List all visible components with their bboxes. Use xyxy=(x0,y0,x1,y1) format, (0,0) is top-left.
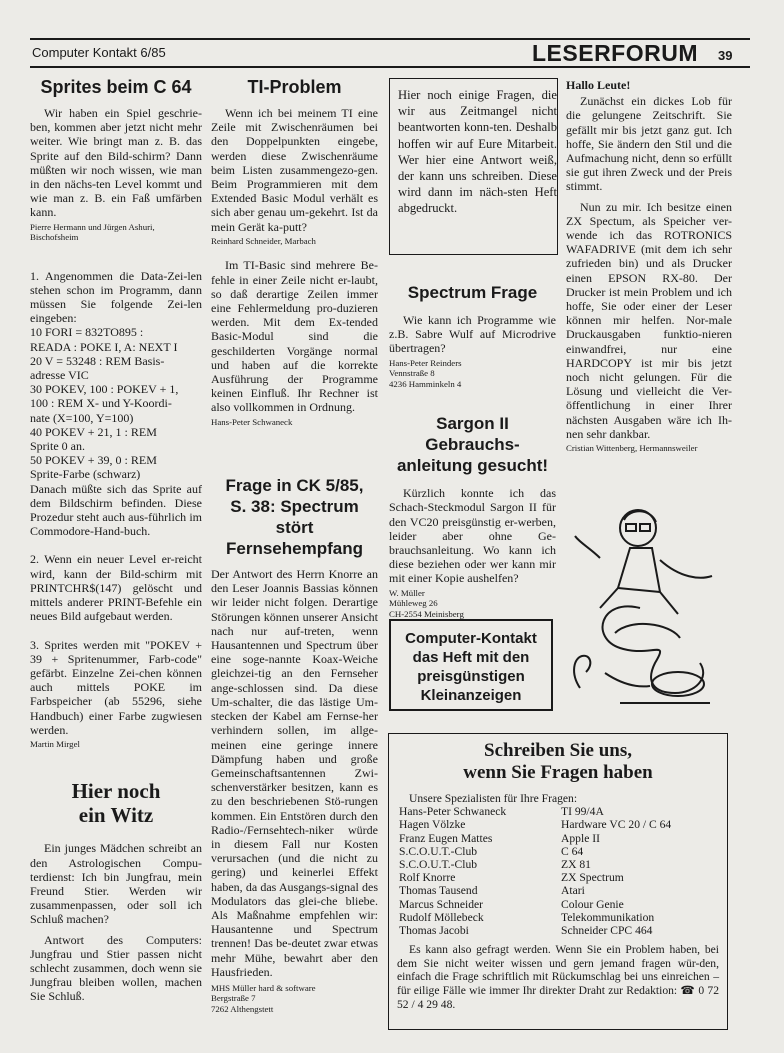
sprites-answer-3: 3. Sprites werden mit "POKEV + 39 + Spritenummer, Farb-code" gefärbt. Einzelne Zei-chen können auch mittels POKE im Farbspeicher (ab 55296, siehe Handbuch) einer Farbe zugwiesen werden. xyxy=(30,637,202,737)
fernseh-author: MHS Müller hard & software Bergstraße 7 7262 Althengstett xyxy=(211,982,316,1014)
expert-row: Hagen Völzke Hardware VC 20 / C 64 xyxy=(399,818,672,832)
classifieds-ad xyxy=(389,619,553,711)
expert-row: Franz Eugen Mattes Apple II xyxy=(399,831,600,845)
sargon-text: Kürzlich konnte ich das Schach-Steckmodul Sargon II für den VC20 preisgünstig er-werben, leider aber ohne Ge-brauchsanleitung. Wo kann ich diese beziehen oder wer kann mir mit einer Kopie aushelfen? xyxy=(389,486,556,586)
cartoon-illustration xyxy=(560,488,740,708)
expert-row: Thomas Tausend Atari xyxy=(399,884,585,898)
sargon-title: Sargon II Gebrauchs- anleitung gesucht! xyxy=(396,414,549,476)
fernseh-title: Frage in CK 5/85, S. 38: Spectrum stört Fernsehempfang xyxy=(225,476,364,559)
column-1 xyxy=(30,76,202,1004)
header-rule xyxy=(30,66,750,68)
ti-author: Reinhard Schneider, Marbach xyxy=(211,235,316,246)
sprites-author: Pierre Hermann und Jürgen Ashuri, Bischofsheim xyxy=(30,221,155,243)
ti-answer: Im TI-Basic sind mehrere Be-fehle in einer Zeile nicht er-laubt, so daß derartige Zeilen immer eine Fehlermeldung pro-duzieren werden. Mit dem Ex-tended Basic-Modul sind die geschilderten Vorgänge normal und haben auf die korrekte Ausführung der Programme keinen Einfluß. Ihr Rechner ist also vollkommen in Ordnung. xyxy=(211,258,378,415)
sprites-answer-1: 1. Angenommen die Data-Zei-len stehen schon im Programm, dann müssen Sie folgende Zei-len eingeben: xyxy=(30,268,202,326)
experts-title: Schreiben Sie uns, wenn Sie Fragen haben xyxy=(463,740,653,783)
column-2 xyxy=(211,76,378,1014)
spectrum-frage-text: Wie kann ich Programme wie z.B. Sabre Wulf auf Microdrive übertragen? xyxy=(389,313,556,356)
column-4 xyxy=(566,78,732,454)
witz-text-1: Ein junges Mädchen schreibt an den Astrologischen Compu-terdienst: Ich bin Jungfrau, mein Freund Stier. Werden wir zusammenpassen, oder soll ich Schluß machen? xyxy=(30,841,202,927)
classifieds-ad-text: Computer-Kontakt das Heft mit den preisgünstigen Kleinanzeigen xyxy=(405,630,537,704)
sprites-answer-author: Martin Mirgel xyxy=(30,738,80,749)
spectrum-frage-title: Spectrum Frage xyxy=(407,283,538,302)
expert-row: Marcus Schneider Colour Genie xyxy=(399,897,624,911)
witz-title: Hier noch ein Witz xyxy=(71,779,161,828)
sprites-question: Wir haben ein Spiel geschrie-ben, kommen aber jetzt nicht mehr weiter. Wie bringt man z. B. das Sprite auf den Bild-schirm? Dann müßten wir noch wissen, wie man in den nächs-ten Level kommt und wie man z. B. ein Faß umfärben kann. xyxy=(30,106,202,220)
ti-title: TI-Problem xyxy=(247,77,342,97)
experts-box xyxy=(388,733,728,1030)
hallo-title: Hallo Leute! xyxy=(566,78,631,92)
sprites-answer-2: 2. Wenn ein neuer Level er-reicht wird, kann der Bild-schirm mit PRINTCHR$(147) gelöscht und mittels anderer PRINT-Befehle ein neues Bild aufgebaut werden. xyxy=(30,552,202,624)
expert-row: Thomas Jacobi Schneider CPC 464 xyxy=(399,924,653,938)
sprites-code: 10 FORI = 832TO895 : READA : POKE I, A: NEXT I 20 V = 53248 : REM Basis- adresse VIC 30 POKEV, 100 : POKEV + 1, 100 : REM X- und Y-Koordi- nate (X=100, Y=100) 40 POKEV + 21, 1 : REM Sprite 0 an. 50 POKEV + 39, 0 : REM Sprite-Farbe (schwarz) xyxy=(30,325,179,482)
hallo-author: Cristian Wittenberg, Hermannsweiler xyxy=(566,443,698,454)
ti-question: Wenn ich bei meinem TI eine Zeile mit Zwischenräumen bei den Doppelpunkten eingebe, werden diese Zwischenräume beim Listen zusammengezo-gen. Beim Programmieren mit dem Extended Basic Modul verhält es sich aber genau um-gekehrt. Ist da mein Gerät ka-putt? xyxy=(211,106,378,234)
page-number: 39 xyxy=(718,48,733,63)
sprites-answer-1-end: Danach müßte sich das Sprite auf dem Bildschirm befinden. Diese Prozedur steht auch aus-führlich im Commodore-Hand-buch. xyxy=(30,481,202,539)
sargon-author: W. Müller Mühleweg 26 CH-2554 Meinisberg xyxy=(389,587,464,619)
top-rule xyxy=(30,38,750,40)
expert-row: S.C.O.U.T.-Club ZX 81 xyxy=(399,858,591,872)
sprites-title: Sprites beim C 64 xyxy=(40,77,192,97)
ti-answer-author: Hans-Peter Schwaneck xyxy=(211,416,293,427)
section-title: LESERFORUM xyxy=(532,40,698,66)
fernseh-text: Der Antwort des Herrn Knorre an den Leser Joannis Bassias können wir leider nicht folgen. Derartige Störungen können unserer Ansicht nach nur auf-treten, wenn Hausantennen und Spectrum über eine soge-nannte Koax-Weiche gleichzei-tig an den Fernseher ange-schlossen sind. Da diese Um-schalter, die das lästige Um-stecken der Kabel am Fernse-her verhindern sollen, im allge-meinen eine geringe innere Dämpfung haben und große Gemeinschaftsantennen Zwi-schenverstärker besitzen, kann es zu den beschriebenen Stö-rungen kommen. Ein Entstören durch den Radio-/Fernsehtech-niker würde in diesem Fall nur Kosten verursachen (und die nicht zu gering) und keinerlei Effekt haben, da das Ausgangs-signal des Modulators das glei-che bliebe. Als Maßnahme empfehlen wir: Hausantenne und Spectrum trennen! Das be-deutet zwar etwas mehr Mühe, bewahrt aber den Hausfrieden. xyxy=(211,567,378,979)
expert-row: S.C.O.U.T.-Club C 64 xyxy=(399,844,584,858)
column-3 xyxy=(389,282,556,619)
experts-intro: Unsere Spezialisten für Ihre Fragen: xyxy=(409,792,578,805)
open-questions-box xyxy=(389,78,558,255)
hallo-p1: Zunächst ein dickes Lob für die gelungene Zeitschrift. Sie gefällt mir bis jetzt ganz gut. Ich hoffe, Sie ändern den Stil und die Aufmachung nicht, denn so erfüllt sie gut ihren Zweck und der Preis stimmt. xyxy=(566,94,732,194)
expert-row: Rudolf Möllebeck Telekommunikation xyxy=(399,910,655,924)
hallo-p2: Nun zu mir. Ich besitze einen ZX Spectum, als Speicher ver-wende ich das ROTRONICS WAFADRIVE (mit dem ich sehr zufrieden bin) und als Drucker einen EPSON RX-80. Der Drucker ist mein Problem und ich hoffe, Sie oder einer der Leser können mir helfen. Nor-male Druckausgaben funktio-nieren einwandfrei, nur eine HARDCOPY ist mir bis jetzt noch nicht gelungen. Für die Lösung und vielleicht die Ver-öffentlichung in einer Ihrer nächsten Ausgaben wäre ich Ih-nen sehr dankbar. xyxy=(566,199,732,441)
spectrum-frage-author: Hans-Peter Reinders Vennstraße 8 4236 Hamminkeln 4 xyxy=(389,357,462,389)
experts-footer: Es kann also gefragt werden. Wenn Sie ein Problem haben, bei dem Sie nicht weiter wissen und gern jemand fragen wür-den, einfach die Frage schriftlich mit Rückumschlag bei uns einreichen – für eilige Fälle wie immer Ihr direkter Draht zur Redaktion: ☎ 0 72 52 / 4 29 48. xyxy=(397,943,719,1011)
publication-label: Computer Kontakt 6/85 xyxy=(32,45,166,60)
expert-row: Hans-Peter Schwaneck TI 99/4A xyxy=(399,805,604,819)
witz-text-2: Antwort des Computers: Jungfrau und Stier passen nicht schlecht zusammen, doch wenn sie Jungfrau bleiben wollen, machen Sie Schluß. xyxy=(30,932,202,1004)
expert-row: Rolf Knorre ZX Spectrum xyxy=(399,871,624,885)
open-questions-text: Hier noch einige Fragen, die wir aus Zeitmangel nicht beantworten konn-ten. Deshalb hoffen wir auf Eure Mitarbeit. Wer hier eine Antwort weiß, der kann uns schreiben. Diese wird dann im näch-sten Heft abgedruckt. xyxy=(398,88,557,216)
